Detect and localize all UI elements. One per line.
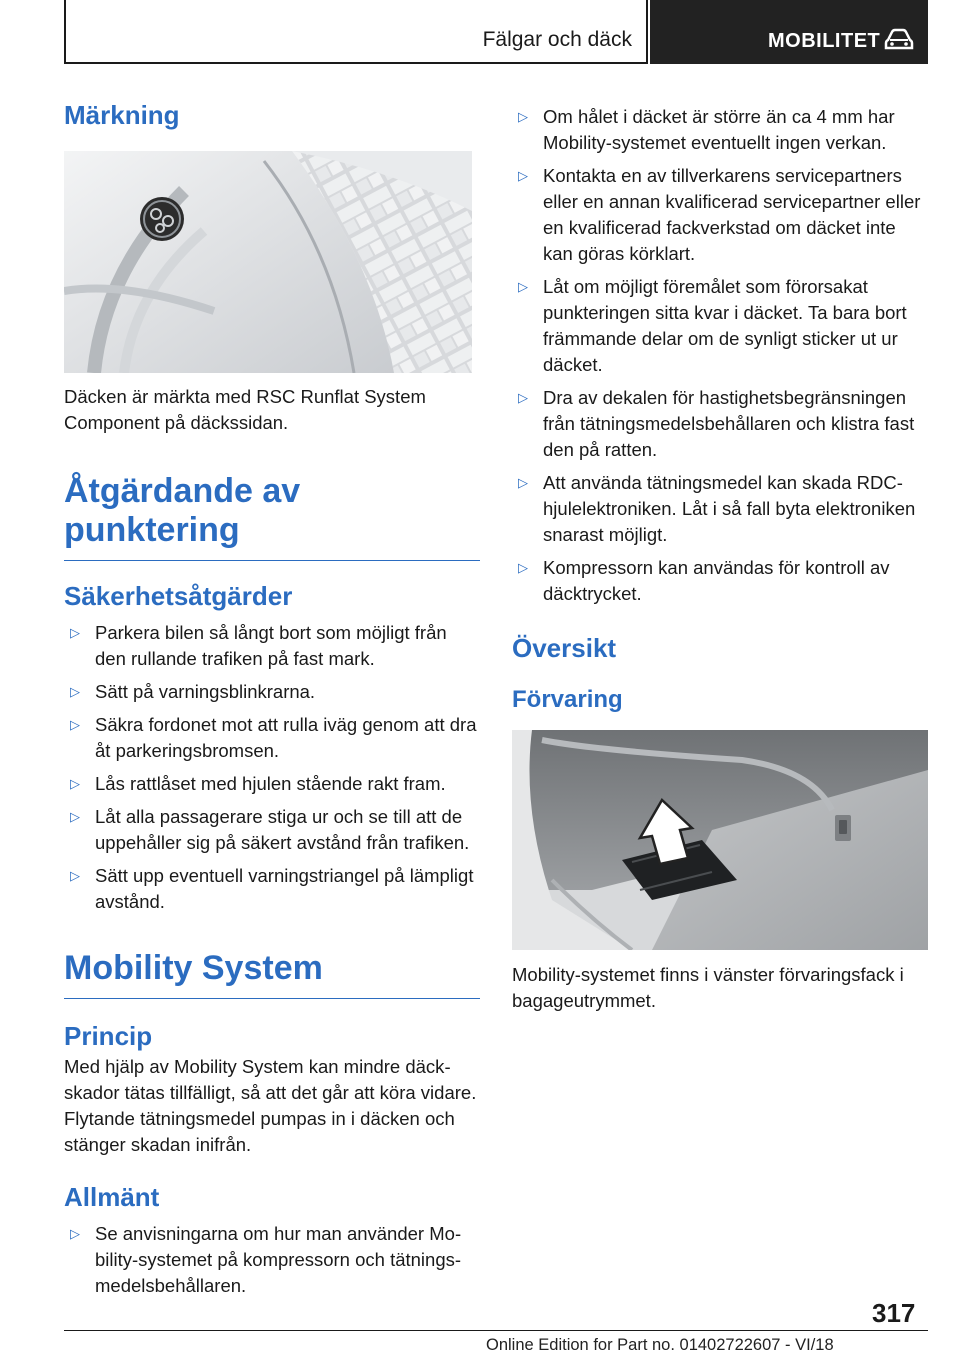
page-number: 317 bbox=[872, 1298, 916, 1328]
list-item bbox=[64, 1221, 480, 1299]
triangle-bullet-icon: ▷ bbox=[518, 279, 528, 294]
general-list bbox=[64, 1221, 480, 1299]
list-item-text: Se anvisningarna om hur man använder Mobility-systemet på kompressorn och tätningsmedelsbehållaren. bbox=[95, 1223, 462, 1296]
triangle-bullet-icon: ▷ bbox=[70, 684, 80, 699]
list-item bbox=[512, 274, 928, 378]
list-item-text: Sätt på varningsblinkrarna. bbox=[95, 681, 316, 702]
list-item bbox=[512, 555, 928, 607]
list-item-text: Lås rattlåset med hjulen stående rakt fram. bbox=[95, 773, 446, 794]
list-item bbox=[64, 620, 480, 672]
header-section-title: Fälgar och däck bbox=[482, 28, 632, 51]
list-item-text: Låt om möjligt föremålet som förorsakat punkteringen sitta kvar i däcket. Ta bara bort främmande delar om de synligt sticker ut ur däcket. bbox=[543, 276, 907, 375]
right-column bbox=[512, 100, 928, 1014]
storage-heading: Förvaring bbox=[512, 686, 623, 713]
list-item-text: Dra av dekalen för hastighetsbegränsningen från tätningsmedelsbehållaren och klistra fast den på ratten. bbox=[543, 387, 915, 460]
triangle-bullet-icon: ▷ bbox=[70, 809, 80, 824]
mobility-heading: Mobility System bbox=[64, 949, 480, 999]
triangle-bullet-icon: ▷ bbox=[518, 168, 528, 183]
safety-heading: Säkerhetsåtgärder bbox=[64, 581, 293, 611]
list-item-text: Parkera bilen så långt bort som möjligt från den rullande trafiken på fast mark. bbox=[95, 622, 447, 669]
rsc-tire-image bbox=[64, 151, 472, 373]
triangle-bullet-icon: ▷ bbox=[70, 717, 80, 732]
principle-text: Med hjälp av Mobility System kan mindre däckskador tätas tillfälligt, så att det går att köra vidare. Flytande tätningsmedel pumpas in i däcken och stänger skadan inifrån. bbox=[64, 1056, 477, 1155]
page-header bbox=[64, 0, 928, 66]
car-icon bbox=[884, 28, 914, 52]
list-item bbox=[512, 470, 928, 548]
list-item-text: Säkra fordonet mot att rulla iväg genom att dra åt parkeringsbromsen. bbox=[95, 714, 477, 761]
list-item bbox=[512, 385, 928, 463]
list-item bbox=[512, 163, 928, 267]
list-item-text: Om hålet i däcket är större än ca 4 mm har Mobility-systemet eventuellt ingen verkan. bbox=[543, 106, 895, 153]
marking-heading: Märkning bbox=[64, 100, 180, 130]
triangle-bullet-icon: ▷ bbox=[518, 475, 528, 490]
header-chapter-box bbox=[650, 0, 928, 64]
storage-caption: Mobility-systemet finns i vänster förvaringsfack i bagageutrymmet. bbox=[512, 964, 904, 1011]
list-item-text: Kompressorn kan användas för kontroll av däcktrycket. bbox=[543, 557, 890, 604]
trunk-storage-image bbox=[512, 730, 928, 950]
general-heading: Allmänt bbox=[64, 1182, 160, 1212]
marking-caption: Däcken är märkta med RSC Runflat System Component på däckssidan. bbox=[64, 386, 426, 433]
list-item-text: Att använda tätningsmedel kan skada RDC-hjulelektroniken. Låt i så fall byta elektroniken snarast möjligt. bbox=[543, 472, 916, 545]
triangle-bullet-icon: ▷ bbox=[70, 776, 80, 791]
header-section-box bbox=[64, 0, 648, 64]
list-item bbox=[64, 712, 480, 764]
list-item-text: Kontakta en av tillverkarens servicepartners eller en annan kvalificerad servicepartner eller en kvalificerad fackverkstad om däcket inte kan göras körklart. bbox=[543, 165, 921, 264]
triangle-bullet-icon: ▷ bbox=[518, 109, 528, 124]
list-item-text: Låt alla passagerare stiga ur och se till att de uppehåller sig på säkert avstånd från trafiken. bbox=[95, 806, 470, 853]
puncture-heading: Åtgärdande av punktering bbox=[64, 472, 480, 561]
triangle-bullet-icon: ▷ bbox=[518, 390, 528, 405]
overview-heading: Översikt bbox=[512, 633, 617, 663]
triangle-bullet-icon: ▷ bbox=[518, 560, 528, 575]
list-item bbox=[64, 771, 480, 797]
triangle-bullet-icon: ▷ bbox=[70, 1226, 80, 1241]
list-item bbox=[64, 679, 480, 705]
triangle-bullet-icon: ▷ bbox=[70, 625, 80, 640]
list-item bbox=[64, 804, 480, 856]
footer-divider bbox=[64, 1330, 928, 1331]
list-item-text: Sätt upp eventuell varningstriangel på lämpligt avstånd. bbox=[95, 865, 474, 912]
list-item bbox=[512, 104, 928, 156]
safety-list bbox=[64, 620, 480, 915]
mobility-notes-list bbox=[512, 104, 928, 607]
left-column bbox=[64, 100, 480, 1306]
principle-heading: Princip bbox=[64, 1021, 153, 1051]
triangle-bullet-icon: ▷ bbox=[70, 868, 80, 883]
list-item bbox=[64, 863, 480, 915]
edition-text: Online Edition for Part no. 01402722607 - VI/18 bbox=[486, 1336, 834, 1354]
header-chapter-title: MOBILITET bbox=[768, 30, 881, 52]
